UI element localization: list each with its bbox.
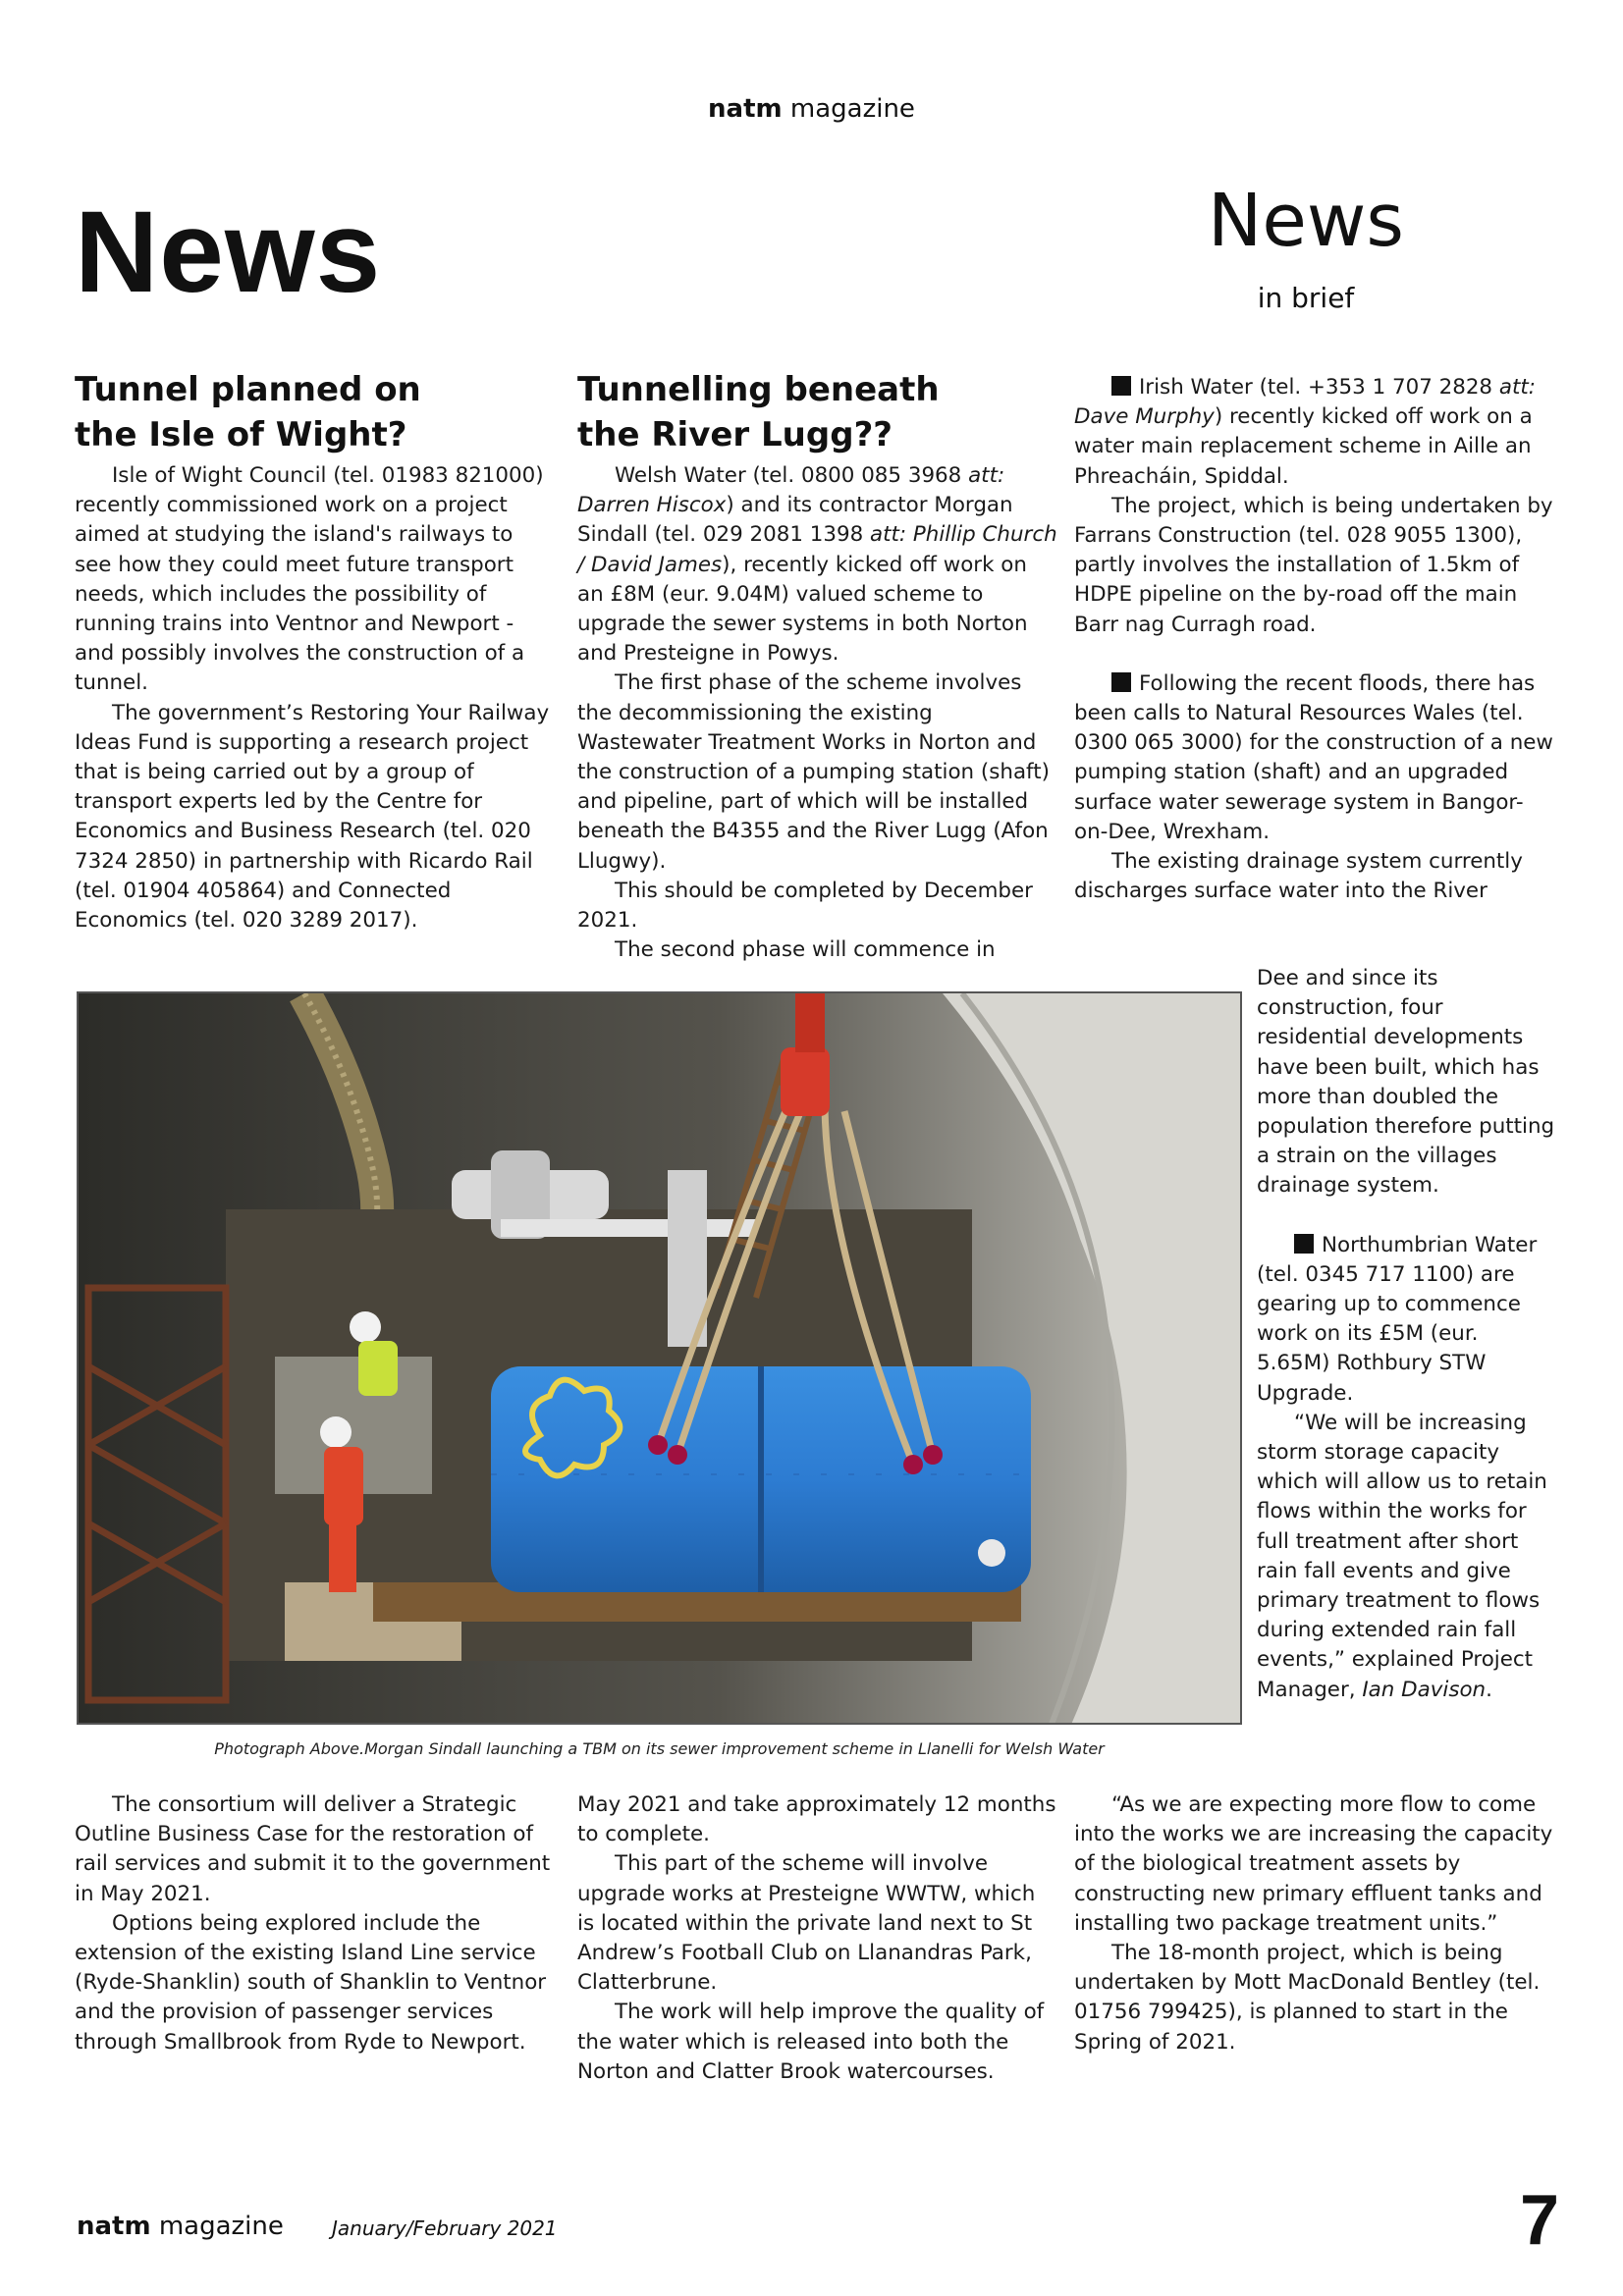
text-run: . — [1486, 1677, 1492, 1702]
contact-att: att: Dave Murphy — [1074, 375, 1536, 430]
article-isle-of-wight — [75, 367, 556, 935]
headline-line: Tunnelling beneath — [577, 370, 940, 409]
magazine-name-rest: magazine — [150, 2212, 284, 2241]
magazine-header — [0, 94, 1623, 124]
photo-illustration — [79, 993, 1242, 1725]
paragraph: The project, which is being undertaken by Farrans Construction (tel. 028 9055 1300), partly involves the installation of 1.5km of HDPE pipeline on the by-road off the main Barr nag Curragh road. — [1074, 493, 1553, 637]
news-in-brief-top — [1074, 373, 1555, 906]
text-run: ), recently kicked off work on an £8M (eur. 9.04M) valued scheme to upgrade the sewer systems in both Norton and Presteigne in Powys. — [577, 552, 1028, 667]
article-headline — [577, 367, 1058, 457]
article-headline — [75, 367, 556, 457]
text-run: ) and its contractor Morgan Sindall (tel. 029 2081 1398 — [577, 493, 1013, 548]
contact-att: att: Darren Hiscox — [577, 463, 1005, 518]
paragraph: The consortium will deliver a Strategic Outline Business Case for the restoration of rail services and submit it to the government in May 2021. — [75, 1792, 551, 1906]
paragraph: The work will help improve the quality of the water which is released into both the Norton and Clatter Brook watercourses. — [577, 2000, 1045, 2084]
paragraph: May 2021 and take approximately 12 months to complete. — [577, 1792, 1056, 1847]
text-run: Following the recent floods, there has been calls to Natural Resources Wales (tel. 0300 065 3000) for the construction of a new pumping station (shaft) and an upgraded surface water sewerage system in Bangor-on-Dee, Wrexham. — [1074, 670, 1553, 844]
page-title: News — [75, 187, 382, 317]
paragraph — [1074, 669, 1555, 847]
footer-magazine-name — [77, 2212, 284, 2241]
brief-subtitle: in brief — [1257, 282, 1355, 314]
magazine-name-bold: natm — [708, 94, 783, 124]
paragraph: “As we are expecting more flow to come into the works we are increasing the capacity of the biological treatment assets by constructing new primary effluent tanks and installing two package treatment units.” — [1074, 1792, 1553, 1936]
headline-line: Tunnel planned on — [75, 370, 421, 409]
contact-att: att: Phillip Church / David James — [577, 522, 1057, 577]
paragraph: The existing drainage system currently discharges surface water into the River — [1074, 849, 1523, 904]
headline-line: the River Lugg?? — [577, 415, 893, 454]
footer-issue-date: January/February 2021 — [332, 2216, 558, 2240]
paragraph — [1074, 373, 1555, 492]
headline-line: the Isle of Wight? — [75, 415, 407, 454]
tbm-launch-photo — [77, 991, 1242, 1725]
text-run: ) recently kicked off work on a water main replacement scheme in Aille an Phreacháin, Spiddal. — [1074, 404, 1533, 489]
paragraph: Dee and since its construction, four residential developments have been built, which has more than doubled the population therefore putting a strain on the villages drainage system. — [1257, 966, 1555, 1199]
news-in-brief-middle — [1257, 964, 1556, 1705]
bullet-square-icon — [1111, 376, 1131, 396]
paragraph: The first phase of the scheme involves the decommissioning the existing Wastewater Treatment Works in Norton and the construction of a pumping station (shaft) and pipeline, part of which will be installed beneath the B4355 and the River Lugg (Afon Llugwy). — [577, 670, 1050, 874]
article-river-lugg — [577, 367, 1058, 965]
bullet-square-icon — [1294, 1234, 1314, 1254]
text-run: Northumbrian Water (tel. 0345 717 1100) are gearing up to commence work on its £5M (eur. 5.65M) Rothbury STW Upgrade. — [1257, 1232, 1538, 1406]
paragraph: The 18-month project, which is being undertaken by Mott MacDonald Bentley (tel. 01756 799425), is planned to start in the Spring of 2021. — [1074, 1941, 1541, 2055]
paragraph: Options being explored include the extension of the existing Island Line service (Ryde-Shanklin) south of Shanklin to Ventnor and the provision of passenger services through Smallbrook from Ryde to Newport. — [75, 1910, 547, 2055]
photo-caption: Photograph Above.Morgan Sindall launching a TBM on its sewer improvement scheme in Llanelli for Welsh Water — [214, 1739, 1105, 1758]
magazine-name-bold: natm — [77, 2212, 151, 2241]
text-run: “We will be increasing storm storage capacity which will allow us to retain flows within the works for full treatment after short rain fall events and give primary treatment to flows during extended rain fall events,” explained Project Manager, — [1257, 1410, 1547, 1702]
article-river-lugg-continued — [577, 1790, 1058, 2087]
article-isle-of-wight-continued — [75, 1790, 556, 2057]
paragraph — [1257, 1409, 1556, 1705]
paragraph — [577, 461, 1058, 668]
paragraph: This should be completed by December 2021. — [577, 878, 1033, 934]
bullet-square-icon — [1111, 672, 1131, 692]
paragraph: The government’s Restoring Your Railway Ideas Fund is supporting a research project that is being carried out by a group of transport experts led by the Centre for Economics and Business Research (tel. 020 7324 2850) in partnership with Ricardo Rail (tel. 01904 405864) and Connected Economics (tel. 020 3289 2017). — [75, 700, 550, 934]
magazine-name-rest: magazine — [782, 94, 915, 124]
text-run: Irish Water (tel. +353 1 707 2828 — [1139, 375, 1499, 400]
paragraph: Isle of Wight Council (tel. 01983 821000) recently commissioned work on a project aimed at studying the island's railways to see how they could meet future transport needs, which includes the possibility of running trains into Ventnor and Newport - and possibly involves the construction of a tunnel. — [75, 463, 544, 696]
paragraph: This part of the scheme will involve upgrade works at Presteigne WWTW, which is located within the private land next to St Andrew’s Football Club on Llanandras Park, Clatterbrune. — [577, 1851, 1036, 1996]
page-number: 7 — [1520, 2181, 1560, 2260]
brief-title: News — [1208, 179, 1404, 263]
paragraph — [1257, 1231, 1556, 1409]
news-in-brief-bottom — [1074, 1790, 1555, 2057]
person-name: Ian Davison — [1362, 1677, 1487, 1702]
paragraph: The second phase will commence in — [615, 937, 996, 963]
text-run: Welsh Water (tel. 0800 085 3968 — [615, 463, 969, 488]
